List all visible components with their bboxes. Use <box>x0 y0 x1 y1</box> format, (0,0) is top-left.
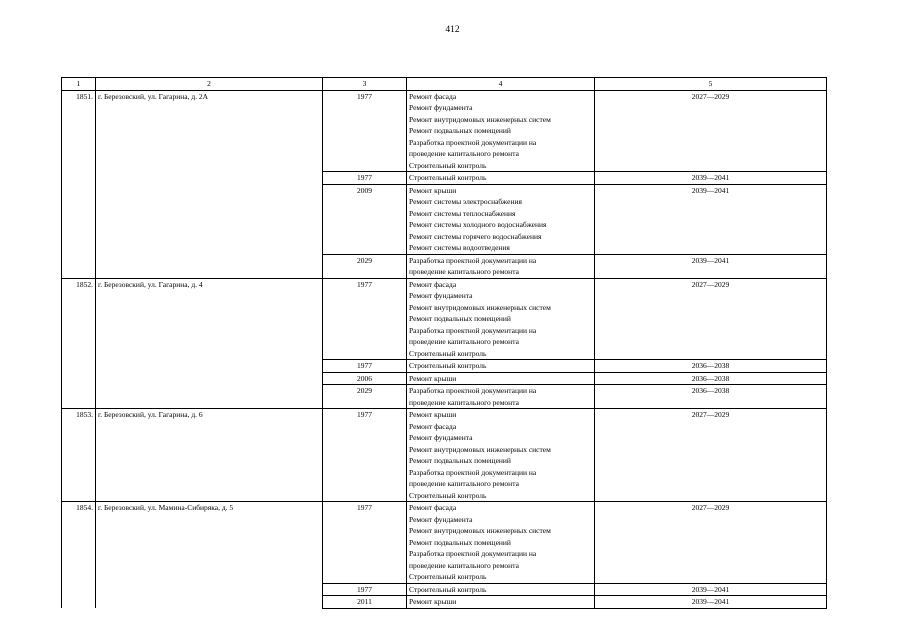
work-item: Ремонт фундамента <box>409 291 473 300</box>
address-cell: г. Березовский, ул. Гагарина, д. 4 <box>96 278 323 409</box>
header-cell-5: 5 <box>595 78 827 91</box>
year-cell: 2006 <box>323 372 407 385</box>
work-item: Разработка проектной документации на <box>409 549 537 558</box>
year-cell: 2029 <box>323 385 407 409</box>
work-item: Строительный контроль <box>409 173 487 182</box>
work-item: Ремонт системы холодного водоснабжения <box>409 220 547 229</box>
works-cell <box>407 254 595 278</box>
work-item: Строительный контроль <box>409 361 487 370</box>
header-cell-2: 2 <box>96 78 323 91</box>
work-item: проведение капитального ремонта <box>409 337 519 346</box>
house-number-cell: 1851. <box>62 90 96 278</box>
work-item: проведение капитального ремонта <box>409 560 519 570</box>
year-cell: 2029 <box>323 254 407 278</box>
house-number-cell: 1853. <box>62 409 96 502</box>
work-item: Ремонт системы горячего водоснабжения <box>409 231 542 241</box>
table-row <box>62 90 827 172</box>
work-item: Разработка проектной документации на <box>409 325 537 335</box>
work-item: Ремонт системы водоотведения <box>409 243 510 252</box>
work-item: Строительный контроль <box>409 490 487 500</box>
works-cell <box>407 385 595 409</box>
work-item: Ремонт фасада <box>409 91 457 101</box>
work-item: Ремонт фасада <box>409 421 457 431</box>
term-cell: 2039—2041 <box>595 172 827 185</box>
work-item: Ремонт фундамента <box>409 433 473 442</box>
table-body <box>62 78 827 609</box>
work-item: Ремонт подвальных помещений <box>409 456 511 465</box>
term-cell: 2027—2029 <box>595 502 827 584</box>
page-number: 412 <box>445 25 460 35</box>
year-cell: 1977 <box>323 278 407 360</box>
term-cell: 2027—2029 <box>595 409 827 502</box>
work-item: Ремонт крыши <box>409 185 457 195</box>
work-item: проведение капитального ремонта <box>409 479 519 488</box>
work-item: Ремонт внутридомовых инженерных систем <box>409 114 551 124</box>
work-item: Строительный контроль <box>409 584 487 594</box>
work-item: Ремонт системы электроснабжения <box>409 197 522 206</box>
works-cell <box>407 583 595 596</box>
address-cell: г. Березовский, ул. Гагарина, д. 2А <box>96 90 323 278</box>
year-cell: 1977 <box>323 502 407 584</box>
works-cell <box>407 596 595 609</box>
header-row <box>62 78 827 91</box>
work-item: Ремонт крыши <box>409 597 457 606</box>
work-item: Строительный контроль <box>409 348 487 358</box>
works-cell <box>407 502 595 584</box>
term-cell: 2027—2029 <box>595 90 827 172</box>
work-item: Разработка проектной документации на <box>409 386 537 395</box>
term-cell: 2039—2041 <box>595 184 827 254</box>
work-item: Разработка проектной документации на <box>409 137 537 147</box>
work-item: Ремонт подвальных помещений <box>409 314 511 323</box>
capital-repair-table <box>61 77 827 609</box>
work-item: Ремонт подвальных помещений <box>409 537 511 547</box>
works-cell <box>407 360 595 373</box>
works-cell <box>407 409 595 502</box>
work-item: Разработка проектной документации на <box>409 467 537 477</box>
table-row <box>62 502 827 584</box>
works-cell <box>407 278 595 360</box>
term-cell: 2039—2041 <box>595 583 827 596</box>
work-item: Строительный контроль <box>409 572 487 581</box>
work-item: Ремонт фасада <box>409 503 457 512</box>
work-item: Разработка проектной документации на <box>409 255 537 265</box>
term-cell: 2039—2041 <box>595 254 827 278</box>
year-cell: 1977 <box>323 409 407 502</box>
address-cell: г. Березовский, ул. Гагарина, д. 6 <box>96 409 323 502</box>
year-cell: 1977 <box>323 360 407 373</box>
header-cell-3: 3 <box>323 78 407 91</box>
year-cell: 1977 <box>323 90 407 172</box>
year-cell: 1977 <box>323 172 407 185</box>
work-item: Ремонт подвальных помещений <box>409 126 511 135</box>
term-cell: 2036—2038 <box>595 360 827 373</box>
work-item: Ремонт фундамента <box>409 103 473 112</box>
work-item: Ремонт внутридомовых инженерных систем <box>409 302 551 312</box>
table-row <box>62 278 827 360</box>
house-number-cell: 1854. <box>62 502 96 609</box>
house-number-cell: 1852. <box>62 278 96 409</box>
year-cell: 1977 <box>323 583 407 596</box>
term-cell: 2036—2038 <box>595 385 827 409</box>
year-cell: 2011 <box>323 596 407 609</box>
year-cell: 2009 <box>323 184 407 254</box>
work-item: Строительный контроль <box>409 160 487 170</box>
work-item: проведение капитального ремонта <box>409 397 519 407</box>
works-cell <box>407 184 595 254</box>
work-item: Ремонт фундамента <box>409 514 473 524</box>
header-cell-1: 1 <box>62 78 96 91</box>
work-item: Ремонт крыши <box>409 410 457 419</box>
work-item: Ремонт системы теплоснабжения <box>409 208 516 218</box>
work-item: Ремонт крыши <box>409 373 457 383</box>
work-item: Ремонт внутридомовых инженерных систем <box>409 526 551 535</box>
works-cell <box>407 90 595 172</box>
work-item: проведение капитального ремонта <box>409 149 519 158</box>
term-cell: 2027—2029 <box>595 278 827 360</box>
table-row <box>62 409 827 502</box>
term-cell: 2036—2038 <box>595 372 827 385</box>
works-cell <box>407 172 595 185</box>
work-item: Ремонт фасада <box>409 279 457 289</box>
work-item: Ремонт внутридомовых инженерных систем <box>409 444 551 454</box>
term-cell: 2039—2041 <box>595 596 827 609</box>
header-cell-4: 4 <box>407 78 595 91</box>
address-cell: г. Березовский, ул. Мамина-Сибиряка, д. 5 <box>96 502 323 609</box>
work-item: проведение капитального ремонта <box>409 267 519 276</box>
works-cell <box>407 372 595 385</box>
